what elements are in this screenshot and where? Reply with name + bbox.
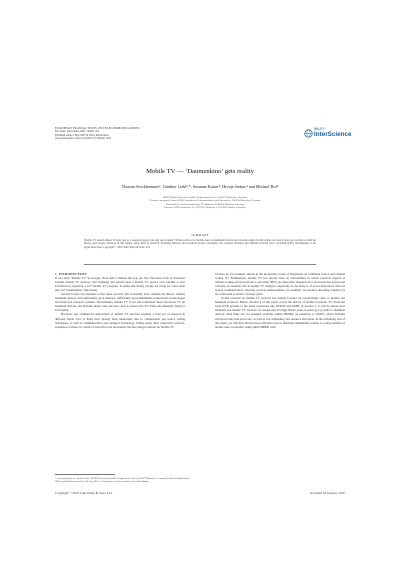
wiley-interscience-logo — [300, 127, 352, 143]
footnote-rule — [55, 474, 115, 475]
affiliation: ²German Aerospace Center (DLR), Institute for Communications and Navigation, D-82234 Wessling, Germany — [149, 199, 261, 203]
summary-rule — [84, 264, 316, 265]
paragraph: In this research on mobile TV services has mainly focused on broadcasting video to mobile and handheld receivers. Hence, Section 2 of this paper covers the history of mobile broadcast TV. From the early DVB systems to the latest extensions like DVB-H and DMB. In Section 3, it will be shown how emission and mobile TV services are transported via high-bitrate point-to-point (p-t-p) links to handheld devices. Such links are, for example available within HSDPA, an extension to UMTS, which includes advanced radio link protocols, as well as fast scheduling and resource allocation. In the remaining part of this paper, we will then discuss more efficient ways to distribute multimedia content to a large number of mobile users in parallel, using either MBMS with — [215, 296, 345, 329]
footnote: ¹This work is dedicated to Prof. Dr.-Ing. Dr.h.c. J. Hagenauer on the occasion of his 65th birthday. — [55, 480, 149, 484]
author-list: Thomas Stockhammer¹, Günther Liebl²,*, Susanne Kaiser³, Hrvoje Jenkac⁴ and Michael Rof⁵ — [121, 184, 279, 189]
paragraph: services as, for example, shown in the pioneering works of Hagenauer on combined source and channel coding [1]. Furthermore, mobile TV has always been an environment in which practical aspects of channel coding and forward error correction (FEC) are important. Unequal error protection has played and will play an essential role in mobile TV transport, especially as the delay is of lower importance than for speech communication. Thereby, receiver enhancements, for example, via iterative decoding schemes [2] are often used to obtain coverage gains. — [215, 272, 345, 297]
right-column — [215, 272, 345, 329]
journal-header — [55, 127, 255, 140]
journal-doi: (www.interscience.wiley.com) DOI: 10.1002/ett.1202 — [55, 136, 111, 140]
affiliation: ¹BENQ Mobile Research GmbH, Bergkirchener Str. 8, D-81379 München, Germany — [163, 196, 247, 199]
paper-title: Mobile TV — ‘Daumenkino’ gets reality — [146, 168, 254, 175]
globe-icon — [304, 129, 313, 138]
logo-wiley-text: WILEY — [314, 127, 325, 131]
summary-heading: SUMMARY — [191, 233, 209, 237]
paragraph: However, the commercial deployment of mobile TV services required a long era of research in different fields. Two of them have already been mentioned, that is, compression and source coding techniques, as well as communication and transport technology. Unlike many other innovative services, expansion of these two fields of research is not necessarily the best design solution for mobile TV — [55, 312, 185, 329]
section-heading: 1. INTRODUCTION — [55, 272, 87, 276]
journal-published: Published online 2 May 2007 in Wiley InterScience — [55, 133, 109, 137]
accepted-date: Accepted 18 January 2007 — [309, 491, 345, 495]
logo-interscience-text: InterScience — [314, 130, 352, 138]
summary-text: Mobile TV started almost 50 years ago as a research project, but only just recently TV-like services for mobile users on handheld devices have become reality. In this article, we want to give an overview of both the history and current advances in this highly active field of research, including mission and broadcast modes, streaming over wireless channels and efficient forward error correction (FEC) mechanisms at the application layer. Copyright © 2007 John Wiley & Sons, Ltd. — [84, 239, 316, 249]
affiliation: ⁴Siemens VDO Automotive AG, PO 158, Philipsstr. 1, D-93055 Wetzlar, Germany — [164, 205, 246, 209]
footnotes — [55, 477, 345, 483]
paragraph: If you enter ‘Mobile TV’ in Google, more than 5 million hits pop up. You find news such as Vodafone extends mobile TV services, that Samsung and Alcatel plan a mobile TV service over satellite or that ProSieben is preparing a 24/7 mobile TV program. It seems that finally people are ready for what some just call ‘Daumenkino’ (flip-book). — [55, 276, 185, 293]
footnote: * Correspondence to: Günther Liebl, INTRON Research GmbH, Bergkirchener Str. 8, D-81379 München, Germany. E-mail: liebl@intron.de — [55, 477, 190, 480]
affiliation: ³Lehrstuhl für Nachrichtentechnik, TU München, D-80290 München, Germany — [165, 202, 245, 206]
left-column — [55, 272, 185, 329]
journal-volume: Eur. Trans. Telecomms. 2007; 18:465–472 — [55, 130, 100, 134]
paragraph: Several factors are essential so that these services will eventually have commercial impact, namely handheld devices with sufficiently good displays, sufficiently good multimedia compression technologies and improved transport systems. Nevertheless, mobile TV is not just traditional linear broadcast TV on handheld devices, but includes many other services, such as Interactive TV, Video-On-Demand (VoD) or Podcasting. — [55, 292, 185, 313]
journal-name: EUROPEAN TRANSACTIONS ON TELECOMMUNICATIONS — [55, 126, 140, 130]
copyright-line: Copyright © 2007 John Wiley & Sons, Ltd. — [55, 491, 113, 495]
affiliations — [110, 196, 300, 209]
